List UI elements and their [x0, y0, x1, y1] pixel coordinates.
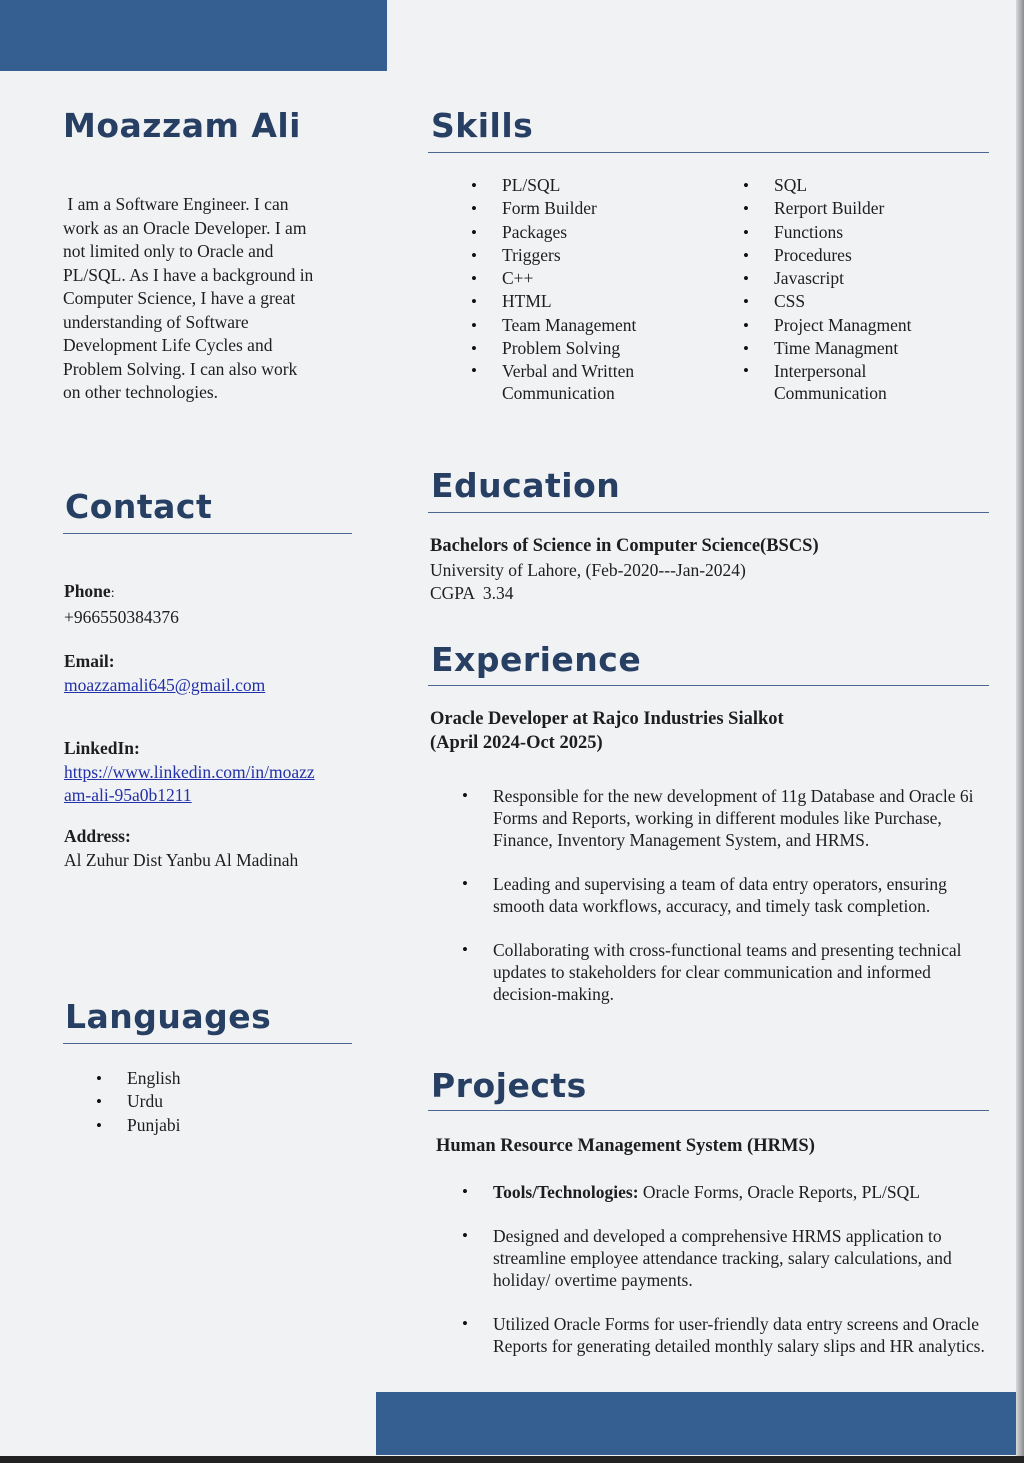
tools-label: Tools/Technologies:: [493, 1182, 639, 1202]
linkedin-label: LinkedIn:: [64, 738, 140, 758]
summary-line: not limited only to Oracle and: [63, 241, 274, 261]
summary-line: on other technologies.: [63, 382, 219, 402]
language-item: • English: [127, 1067, 180, 1090]
languages-list: [127, 1067, 180, 1137]
summary-line: understanding of Software: [63, 311, 249, 332]
contact-linkedin: [64, 737, 364, 808]
languages-divider: [63, 1043, 352, 1044]
skill-item: • HTML: [502, 290, 702, 313]
experience-role: [430, 708, 990, 755]
skill-item: • Triggers: [502, 244, 702, 267]
email-link[interactable]: moazzamali645@gmail.com: [64, 674, 266, 695]
summary-line: Problem Solving. I can also work: [63, 358, 298, 379]
experience-point: • Collaborating with cross-functional teams and presenting technical updates to stakeholders for clear communication and informed decision-making.: [493, 939, 988, 1005]
page-edge-shadow: [1016, 0, 1024, 1463]
contact-heading: Contact: [65, 487, 213, 526]
contact-divider: [63, 533, 352, 534]
tools-value: Oracle Forms, Oracle Reports, PL/SQL: [638, 1182, 920, 1202]
education-entry: [430, 535, 990, 606]
skill-item: • Team Management: [502, 314, 702, 337]
address-value: Al Zuhur Dist Yanbu Al Madinah: [64, 849, 299, 870]
page-bottom-edge: [0, 1456, 1024, 1463]
projects-divider: [428, 1110, 989, 1111]
skill-item: • CSS: [774, 290, 974, 313]
experience-point: • Responsible for the new development of 11g Database and Oracle 6i Forms and Reports, working in different modules like Purchase, Finance, Inventory Management System, and HRMS.: [493, 785, 988, 851]
university-line: University of Lahore, (Feb-2020---Jan-2024): [430, 559, 746, 580]
education-heading: Education: [431, 466, 621, 505]
skills-list-right: [774, 174, 974, 404]
project-points: [493, 1181, 988, 1379]
skill-item: • Interpersonal Communication: [774, 360, 914, 404]
summary-line: PL/SQL. As I have a background in: [63, 264, 314, 285]
cgpa-line: CGPA 3.34: [430, 583, 514, 603]
degree-title: Bachelors of Science in Computer Science(BSCS): [430, 536, 819, 556]
skill-item: • Form Builder: [502, 197, 702, 220]
project-point: • Designed and developed a comprehensive HRMS application to streamline employee attendance tracking, salary calculations, and holiday/ overtime payments.: [493, 1225, 988, 1291]
project-tools: [493, 1181, 988, 1203]
skill-item: • Packages: [502, 221, 702, 244]
skills-divider: [428, 152, 989, 153]
language-item: • Punjabi: [127, 1114, 180, 1137]
email-label: Email:: [64, 651, 115, 671]
summary-line: Development Life Cycles and: [63, 335, 273, 355]
skill-item: • Problem Solving: [502, 337, 702, 360]
project-point: • Utilized Oracle Forms for user-friendly data entry screens and Oracle Reports for generating detailed monthly salary slips and HR analytics.: [493, 1313, 988, 1357]
skills-heading: Skills: [431, 106, 534, 145]
experience-heading: Experience: [431, 640, 642, 679]
project-title: Human Resource Management System (HRMS): [436, 1136, 815, 1156]
role-period: (April 2024-Oct 2025): [430, 732, 603, 753]
phone-label-colon: :: [110, 586, 115, 601]
language-item: • Urdu: [127, 1090, 180, 1113]
skill-item: • SQL: [774, 174, 974, 197]
skill-item: • Time Managment: [774, 337, 974, 360]
contact-phone: [64, 580, 354, 629]
profile-summary: [63, 193, 363, 405]
linkedin-link-continued[interactable]: am-ali-95a0b1211: [64, 785, 192, 805]
experience-divider: [428, 685, 989, 686]
skill-item: • Functions: [774, 221, 974, 244]
person-name: Moazzam Ali: [63, 106, 301, 145]
linkedin-link[interactable]: https://www.linkedin.com/in/moazz: [64, 761, 315, 782]
skills-list-left: [502, 174, 702, 404]
skill-item: • Procedures: [774, 244, 974, 267]
address-label: Address:: [64, 826, 131, 846]
projects-heading: Projects: [431, 1066, 587, 1105]
experience-point: • Leading and supervising a team of data entry operators, ensuring smooth data workflows, accuracy, and timely task completion.: [493, 873, 988, 917]
header-accent-bar: [0, 0, 387, 71]
skill-item: • PL/SQL: [502, 174, 702, 197]
role-title: Oracle Developer at Rajco Industries Sialkot: [430, 709, 784, 729]
skill-item: • Javascript: [774, 267, 974, 290]
summary-line: Computer Science, I have a great: [63, 288, 296, 308]
skill-item: • C++: [502, 267, 702, 290]
skill-item: • Rerport Builder: [774, 197, 974, 220]
languages-heading: Languages: [65, 997, 272, 1036]
footer-accent-bar: [376, 1392, 1016, 1455]
skill-item: • Verbal and Written Communication: [502, 360, 667, 404]
education-divider: [428, 512, 989, 513]
summary-line: work as an Oracle Developer. I am: [63, 217, 307, 238]
summary-line: I am a Software Engineer. I can: [63, 194, 289, 214]
experience-points: [493, 785, 988, 1027]
skill-item: • Project Managment: [774, 314, 974, 337]
phone-label: Phone: [64, 581, 111, 601]
contact-address: [64, 825, 364, 872]
contact-email: [64, 650, 354, 697]
phone-value: +966550384376: [64, 606, 179, 627]
